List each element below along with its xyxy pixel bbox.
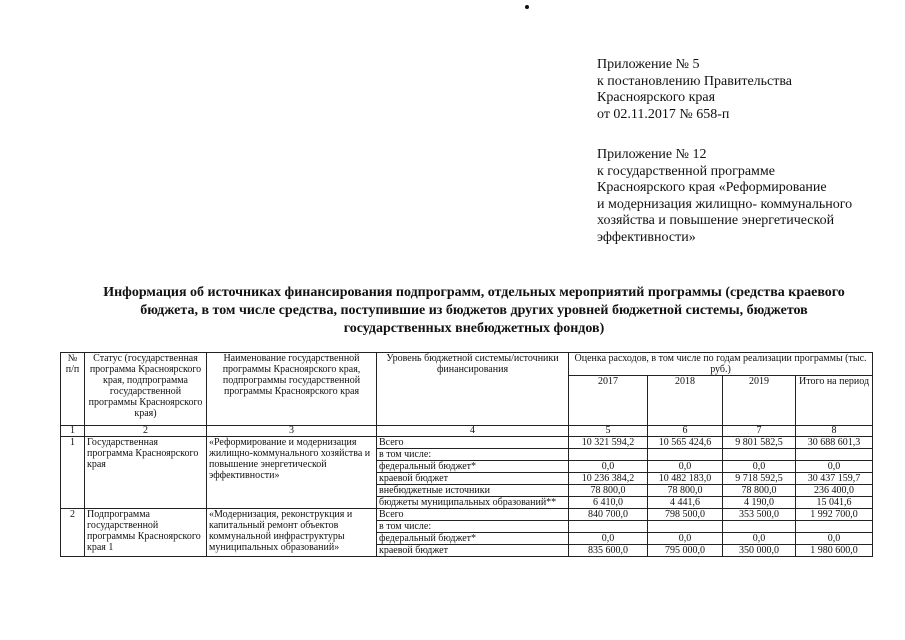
appendix-main-line: Красноярского края (597, 90, 716, 105)
value-2017: 0,0 (569, 461, 648, 473)
value-2017 (569, 449, 648, 461)
header-estimate: Оценка расходов, в том числе по годам реализации программы (тыс. руб.) (569, 353, 873, 376)
column-index: 2 (85, 426, 207, 437)
table-row (61, 509, 873, 521)
value-2019: 0,0 (723, 533, 796, 545)
value-2017: 10 321 594,2 (569, 437, 648, 449)
value-2017: 840 700,0 (569, 509, 648, 521)
appendix-main-line: к постановлению Правительства (597, 73, 793, 89)
value-2018: 798 500,0 (648, 509, 723, 521)
funding-level: бюджеты муниципальных образований** (377, 497, 569, 509)
appendix-program-line: Приложение № 12 (597, 147, 707, 162)
column-index: 1 (61, 426, 85, 437)
value-2019: 4 190,0 (723, 497, 796, 509)
header-level: Уровень бюджетной системы/источники финансирования (377, 353, 569, 426)
appendix-program-line: Красноярского края «Реформирование (597, 180, 827, 195)
row-status: Государственная программа Красноярского края (85, 437, 207, 509)
funding-level: Всего (377, 509, 569, 521)
value-2019: 9 801 582,5 (723, 437, 796, 449)
appendix-main (597, 57, 897, 123)
appendix-program-line: к государственной программе (597, 163, 775, 179)
header-year-2019: 2019 (723, 376, 796, 426)
funding-level: краевой бюджет (377, 473, 569, 485)
table-row (61, 437, 873, 449)
appendix-main-line: от 02.11.2017 № 658-п (597, 106, 730, 122)
value-total: 1 992 700,0 (796, 509, 873, 521)
header-total: Итого на период (796, 376, 873, 426)
header-num: № п/п (61, 353, 85, 426)
value-2019 (723, 449, 796, 461)
header-year-2017: 2017 (569, 376, 648, 426)
header-name: Наименование государственной программы Красноярского края, подпрограммы государственной программы Красноярского края (207, 353, 377, 426)
appendix-program-line: хозяйства и повышение энергетической (597, 213, 835, 228)
funding-level: федеральный бюджет* (377, 461, 569, 473)
value-total: 30 688 601,3 (796, 437, 873, 449)
title-line: Информация об источниках финансирования подпрограмм, отдельных мероприятий программы (средства краевого (103, 285, 845, 300)
value-2018: 0,0 (648, 533, 723, 545)
appendix-program-line: эффективности» (597, 229, 696, 245)
value-2017 (569, 521, 648, 533)
funding-level: федеральный бюджет* (377, 533, 569, 545)
financing-table (60, 352, 873, 557)
value-total: 15 041,6 (796, 497, 873, 509)
row-program-name: «Модернизация, реконструкция и капитальный ремонт объектов коммунальной инфраструктуры муниципальных образований» (207, 509, 377, 557)
value-total (796, 521, 873, 533)
value-total: 0,0 (796, 533, 873, 545)
value-total: 30 437 159,7 (796, 473, 873, 485)
title-line: бюджета, в том числе средства, поступившие из бюджетов других уровней бюджетной системы, бюджетов (140, 303, 808, 318)
scan-dot (525, 5, 529, 9)
column-index-row (61, 426, 873, 437)
value-2018: 10 565 424,6 (648, 437, 723, 449)
value-2017: 10 236 384,2 (569, 473, 648, 485)
value-2019: 78 800,0 (723, 485, 796, 497)
value-2017: 78 800,0 (569, 485, 648, 497)
funding-level: внебюджетные источники (377, 485, 569, 497)
value-total (796, 449, 873, 461)
value-2018: 4 441,6 (648, 497, 723, 509)
value-2018 (648, 521, 723, 533)
row-number: 2 (61, 509, 85, 557)
header-status: Статус (государственная программа Красноярского края, подпрограмма государственной программы Красноярского края) (85, 353, 207, 426)
value-2018 (648, 449, 723, 461)
value-2017: 835 600,0 (569, 545, 648, 557)
column-index: 4 (377, 426, 569, 437)
value-2019: 350 000,0 (723, 545, 796, 557)
row-program-name: «Реформирование и модернизация жилищно-коммунального хозяйства и повышение энергетической эффективности» (207, 437, 377, 509)
appendix-main-line: Приложение № 5 (597, 57, 700, 72)
row-number: 1 (61, 437, 85, 509)
value-2019: 9 718 592,5 (723, 473, 796, 485)
value-2018: 795 000,0 (648, 545, 723, 557)
funding-level: краевой бюджет (377, 545, 569, 557)
appendix-program (597, 147, 897, 246)
value-total: 236 400,0 (796, 485, 873, 497)
column-index: 7 (723, 426, 796, 437)
value-2018: 10 482 183,0 (648, 473, 723, 485)
header-year-2018: 2018 (648, 376, 723, 426)
value-2018: 0,0 (648, 461, 723, 473)
column-index: 5 (569, 426, 648, 437)
value-total: 0,0 (796, 461, 873, 473)
funding-level: в том числе: (377, 449, 569, 461)
title-line: государственных внебюджетных фондов) (343, 321, 605, 336)
funding-level: Всего (377, 437, 569, 449)
document-title (64, 284, 884, 338)
value-2017: 6 410,0 (569, 497, 648, 509)
value-2019: 353 500,0 (723, 509, 796, 521)
appendix-program-line: и модернизация жилищно- коммунального (597, 196, 853, 212)
header-row (61, 353, 873, 376)
value-2017: 0,0 (569, 533, 648, 545)
value-total: 1 980 600,0 (796, 545, 873, 557)
row-status: Подпрограмма государственной программы Красноярского края 1 (85, 509, 207, 557)
funding-level: в том числе: (377, 521, 569, 533)
column-index: 3 (207, 426, 377, 437)
value-2019 (723, 521, 796, 533)
value-2019: 0,0 (723, 461, 796, 473)
value-2018: 78 800,0 (648, 485, 723, 497)
column-index: 6 (648, 426, 723, 437)
column-index: 8 (796, 426, 873, 437)
